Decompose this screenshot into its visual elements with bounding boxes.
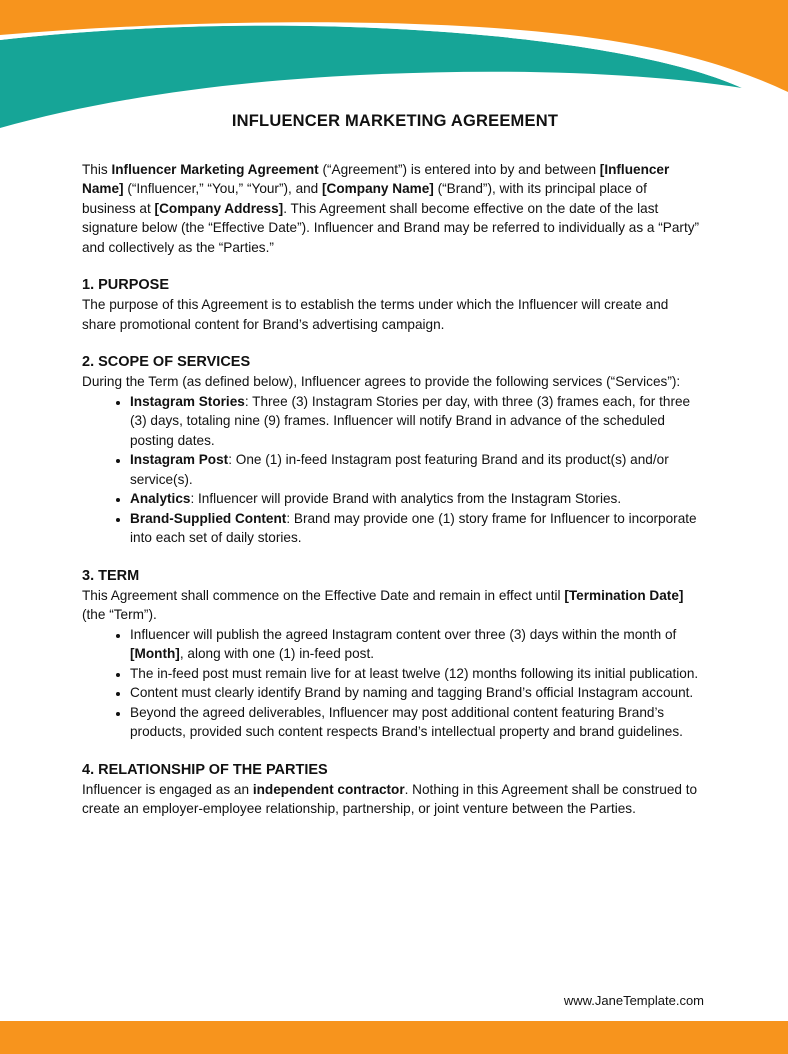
intro-text: (“Influencer,” “You,” “Your”), and — [123, 181, 323, 196]
influencer-name-placeholder: [Influencer Name] — [82, 161, 670, 196]
section-body: During the Term (as defined below), Influencer agrees to provide the following services (“Services”): — [82, 374, 681, 389]
term-list — [82, 625, 702, 742]
list-item: • Beyond the agreed deliverables, Influencer may post additional content featuring Brand’s products, provided such content respects Brand’s intellectual property and brand guidelines. — [130, 703, 702, 742]
list-item — [130, 450, 702, 489]
section-term — [82, 566, 702, 742]
list-item: • Content must clearly identify Brand by naming and tagging Brand’s official Instagram account. — [130, 683, 702, 703]
list-item — [130, 392, 702, 451]
month-placeholder: [Month] — [130, 646, 180, 661]
agreement-document — [82, 112, 702, 837]
document-title: INFLUENCER MARKETING AGREEMENT — [231, 112, 559, 130]
footer-orange-band — [0, 1021, 788, 1054]
independent-contractor-term: independent contractor — [252, 781, 405, 797]
section-body: The purpose of this Agreement is to establish the terms under which the Influencer will create and share promotional content for Brand’s advertising campaign. — [82, 297, 669, 332]
item-label: Instagram Post — [130, 452, 229, 467]
list-item: • The in-feed post must remain live for at least twelve (12) months following its initial publication. — [130, 664, 702, 684]
agreement-name: Influencer Marketing Agreement — [111, 161, 319, 177]
section-heading: 3. TERM — [82, 567, 140, 584]
item-text: , along with one (1) in-feed post. — [179, 646, 375, 661]
list-item — [130, 509, 702, 548]
body-text: . Nothing in this Agreement shall be construed to create an employer-employee relationship, partnership, or joint venture between the Parties. — [82, 781, 698, 816]
section-scope-of-services — [82, 352, 702, 548]
section-body — [82, 780, 702, 819]
body-text: Influencer is engaged as an — [82, 781, 253, 797]
company-name-placeholder: [Company Name] — [322, 181, 434, 196]
intro-text: This — [82, 161, 112, 177]
company-address-placeholder: [Company Address] — [154, 200, 284, 216]
section-purpose — [82, 275, 702, 334]
section-heading: 1. PURPOSE — [82, 277, 170, 293]
item-label: Brand-Supplied Content — [130, 510, 287, 526]
intro-text: (“Brand”), with its principal place of business at — [82, 181, 647, 216]
intro-text: . This Agreement shall become effective on the date of the last signature below (the “Effective Date”). Influencer and Brand may be referred to individually as a “Party” and collectively as the “Parties.” — [82, 200, 700, 255]
termination-date-placeholder: [Termination Date] — [564, 587, 684, 603]
services-list — [82, 392, 702, 548]
item-text: Influencer will publish the agreed Instagram content over three (3) days within the month of — [130, 626, 677, 642]
section-heading: 2. SCOPE OF SERVICES — [82, 354, 251, 370]
item-text: : Three (3) Instagram Stories per day, with three (3) frames each, for three (3) days, totaling nine (9) frames. Influencer will notify Brand in advance of the scheduled posting dates. — [130, 393, 691, 448]
section-heading: 4. RELATIONSHIP OF THE PARTIES — [82, 761, 328, 778]
list-item — [130, 625, 702, 664]
item-text: : Brand may provide one (1) story frame for Influencer to incorporate into each set of daily stories. — [130, 510, 697, 545]
intro-paragraph — [82, 160, 702, 258]
body-text: (the “Term”). — [82, 607, 157, 622]
intro-text: (“Agreement”) is entered into by and between — [318, 161, 600, 177]
item-label: Analytics — [130, 491, 191, 506]
section-body — [82, 586, 702, 625]
item-label: Instagram Stories — [130, 393, 245, 409]
section-relationship — [82, 760, 702, 819]
item-text: : Influencer will provide Brand with analytics from the Instagram Stories. — [190, 491, 622, 506]
list-item — [130, 489, 702, 509]
footer-website-link[interactable]: www.JaneTemplate.com — [563, 993, 704, 1008]
body-text: This Agreement shall commence on the Effective Date and remain in effect until — [82, 587, 565, 603]
item-text: : One (1) in-feed Instagram post featuring Brand and its product(s) and/or service(s). — [130, 452, 669, 487]
